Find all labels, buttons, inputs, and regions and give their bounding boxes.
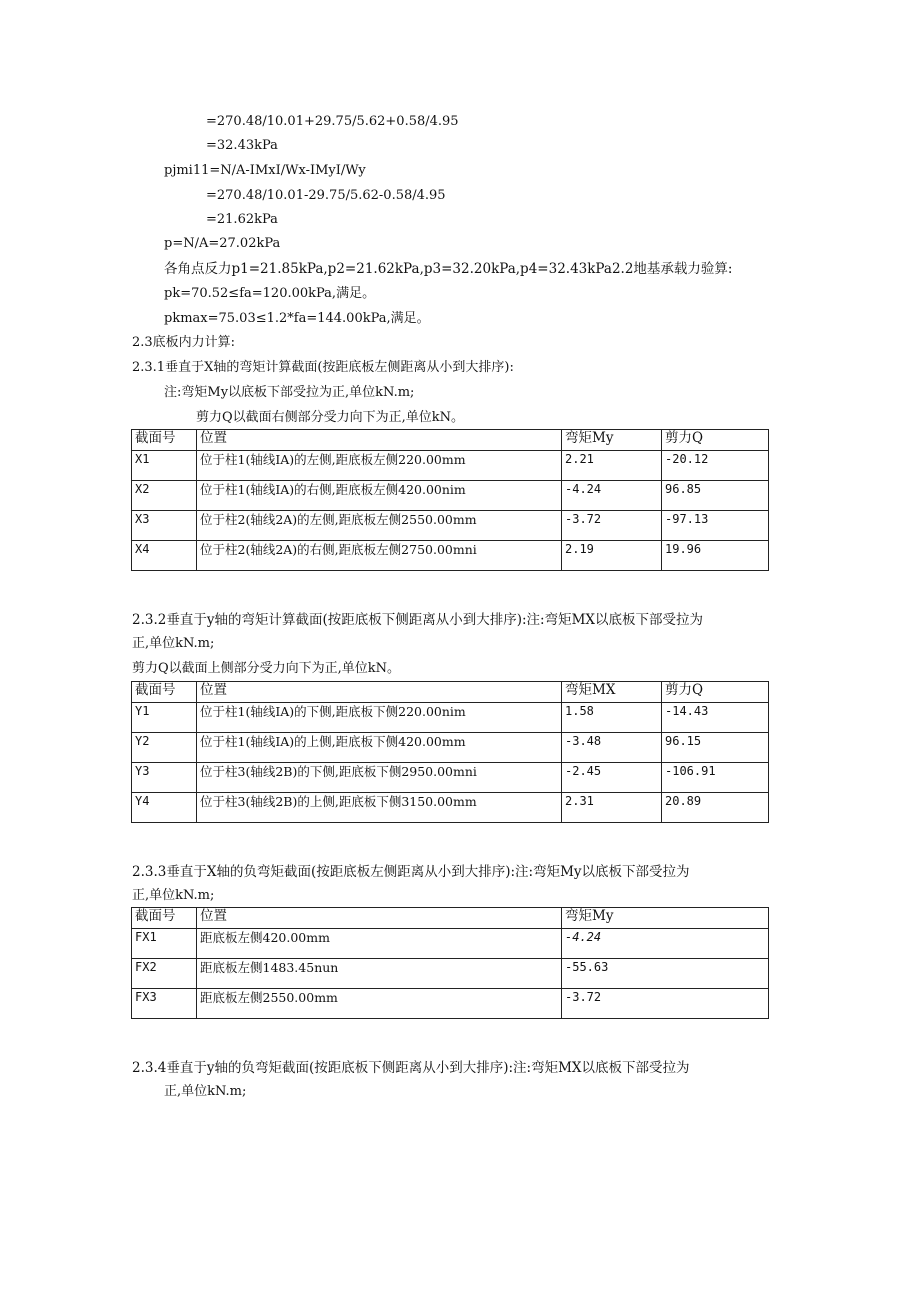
header-section-no: 截面号 (132, 682, 197, 703)
table-header-row (132, 430, 769, 451)
section-2-3-3-heading: 2.3.3垂直于X轴的负弯矩截面(按距底板左侧距离从小到大排序):注:弯矩My以底板下部受拉为 (132, 864, 690, 880)
cell-position: 位于柱1(轴线IA)的右侧,距底板左侧420.00nim (197, 481, 562, 511)
cell-section-no: FX2 (132, 959, 197, 989)
cell-moment: -3.72 (562, 511, 662, 541)
section-2-3-1-note-shear: 剪力Q以截面右侧部分受力向下为正,单位kN。 (196, 410, 465, 425)
section-2-3-2-note-shear: 剪力Q以截面上侧部分受力向下为正,单位kN。 (132, 661, 401, 676)
cell-position: 位于柱2(轴线2A)的左侧,距底板左侧2550.00mm (197, 511, 562, 541)
section-2-3-1-heading: 2.3.1垂直于X轴的弯矩计算截面(按距底板左侧距离从小到大排序): (132, 360, 514, 375)
calc-line-5: =21.62kPa (206, 212, 278, 227)
cell-position: 距底板左侧2550.00mm (197, 989, 562, 1019)
cell-position: 位于柱1(轴线IA)的下侧,距底板下侧220.00nim (197, 703, 562, 733)
table-row (132, 481, 769, 511)
header-section-no: 截面号 (132, 430, 197, 451)
table-header-row (132, 908, 769, 929)
cell-section-no: FX3 (132, 989, 197, 1019)
table-header-row (132, 682, 769, 703)
table-row (132, 541, 769, 571)
table-row (132, 451, 769, 481)
cell-section-no: FX1 (132, 929, 197, 959)
table-y-moment-sections (131, 681, 769, 823)
corner-reaction-line: 各角点反力p1=21.85kPa,p2=21.62kPa,p3=32.20kPa,p4=32.43kPa2.2地基承载力验算: (164, 261, 733, 277)
section-2-3-2-heading: 2.3.2垂直于y轴的弯矩计算截面(按距底板下侧距离从小到大排序):注:弯矩MX以底板下部受拉为 (132, 612, 704, 628)
table-row (132, 959, 769, 989)
table-row (132, 733, 769, 763)
cell-position: 位于柱2(轴线2A)的右侧,距底板左侧2750.00mni (197, 541, 562, 571)
cell-section-no: Y3 (132, 763, 197, 793)
cell-moment: -4.24 (562, 481, 662, 511)
cell-section-no: Y2 (132, 733, 197, 763)
bearing-check-line: pk=70.52≤fa=120.00kPa,满足。 (164, 286, 376, 301)
cell-section-no: X4 (132, 541, 197, 571)
cell-position: 距底板左侧420.00mm (197, 929, 562, 959)
header-moment: 弯矩MX (562, 682, 662, 703)
header-position: 位置 (197, 908, 562, 929)
cell-shear: 96.15 (662, 733, 769, 763)
header-section-no: 截面号 (132, 908, 197, 929)
cell-position: 位于柱1(轴线IA)的上侧,距底板下侧420.00mm (197, 733, 562, 763)
table-row (132, 989, 769, 1019)
table-x-negative-moment-sections (131, 907, 769, 1019)
bearing-max-check-line: pkmax=75.03≤1.2*fa=144.00kPa,满足。 (164, 311, 430, 326)
cell-shear: -106.91 (662, 763, 769, 793)
cell-section-no: Y4 (132, 793, 197, 823)
section-2-3-3-heading-cont: 正,单位kN.m; (132, 888, 215, 903)
cell-moment: -3.72 (562, 989, 769, 1019)
cell-moment: 2.21 (562, 451, 662, 481)
cell-section-no: X3 (132, 511, 197, 541)
cell-section-no: X2 (132, 481, 197, 511)
cell-shear: 19.96 (662, 541, 769, 571)
header-moment: 弯矩My (562, 908, 769, 929)
calc-line-4: =270.48/10.01-29.75/5.62-0.58/4.95 (206, 188, 446, 203)
cell-position: 位于柱1(轴线IA)的左侧,距底板左侧220.00mm (197, 451, 562, 481)
cell-position: 距底板左侧1483.45nun (197, 959, 562, 989)
calc-line-6: p=N/A=27.02kPa (164, 236, 281, 251)
cell-section-no: Y1 (132, 703, 197, 733)
table-row (132, 511, 769, 541)
cell-shear: -14.43 (662, 703, 769, 733)
cell-moment: -2.45 (562, 763, 662, 793)
cell-position: 位于柱3(轴线2B)的下侧,距底板下侧2950.00mni (197, 763, 562, 793)
section-2-3-2-heading-cont: 正,单位kN.m; (132, 636, 215, 651)
cell-moment: 2.31 (562, 793, 662, 823)
table-row (132, 763, 769, 793)
cell-shear: -20.12 (662, 451, 769, 481)
cell-shear: 96.85 (662, 481, 769, 511)
cell-moment: 2.19 (562, 541, 662, 571)
section-2-3-heading: 2.3底板内力计算: (132, 335, 236, 350)
cell-shear: 20.89 (662, 793, 769, 823)
section-2-3-4-heading-cont: 正,单位kN.m; (164, 1084, 247, 1099)
header-shear: 剪力Q (662, 682, 769, 703)
table-x-moment-sections (131, 429, 769, 571)
header-shear: 剪力Q (662, 430, 769, 451)
cell-section-no: X1 (132, 451, 197, 481)
cell-moment: -55.63 (562, 959, 769, 989)
calc-line-2: =32.43kPa (206, 138, 278, 153)
section-2-3-1-note-moment: 注:弯矩My以底板下部受拉为正,单位kN.m; (164, 385, 415, 400)
table-row (132, 793, 769, 823)
header-position: 位置 (197, 682, 562, 703)
cell-moment: -3.48 (562, 733, 662, 763)
cell-moment: 1.58 (562, 703, 662, 733)
table-row (132, 703, 769, 733)
calc-line-1: =270.48/10.01+29.75/5.62+0.58/4.95 (206, 114, 459, 129)
header-position: 位置 (197, 430, 562, 451)
cell-shear: -97.13 (662, 511, 769, 541)
calc-line-3: pjmi11=N/A-IMxI/Wx-IMyI/Wy (164, 163, 366, 178)
cell-moment: -4.24 (562, 929, 769, 959)
cell-position: 位于柱3(轴线2B)的上侧,距底板下侧3150.00mm (197, 793, 562, 823)
header-moment: 弯矩My (562, 430, 662, 451)
section-2-3-4-heading: 2.3.4垂直于y轴的负弯矩截面(按距底板下侧距离从小到大排序):注:弯矩MX以底板下部受拉为 (132, 1060, 690, 1076)
table-row (132, 929, 769, 959)
